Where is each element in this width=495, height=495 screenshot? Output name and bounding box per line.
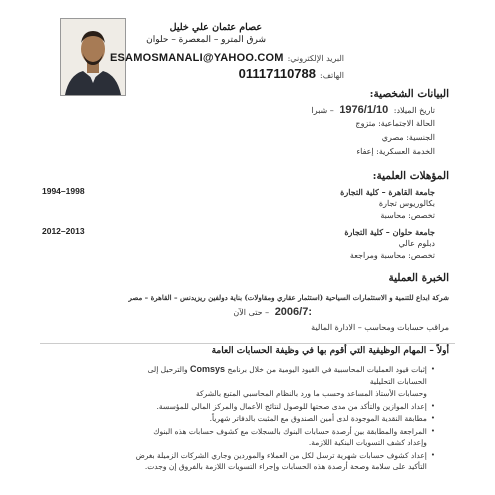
email-row [110,52,344,64]
education-section-title: المؤهلات العلمية: [372,170,449,182]
education-major-2: تخصص: محاسبة ومراجعة [349,251,435,260]
marital-status: الحالة الاجتماعية: متزوج [355,119,435,128]
period-end: – حتى الآن [233,308,270,317]
education-school-2: جامعة حلوان – كلية التجارة [344,227,435,237]
duty-text: وحسابات الأستاذ المساعد وحسب ما ورد بالنظام المحاسبي المتبع بالشركة [195,389,427,398]
nationality: الجنسية: مصري [381,133,435,142]
education-major-1: تخصص: محاسبة [380,211,435,220]
education-years-1: 1994–1998 [42,186,85,196]
candidate-name: عصام عثمان علي خليل [169,22,262,33]
list-item [135,401,435,413]
section-divider [40,343,455,344]
company-line: شركة ابداع للتنمية و الاستثمارات السياحية (استثمار عقاري ومقاولات) بناية دولفين ريزيدنس – القاهرة – مصر [128,293,449,302]
education-years-2: 2012–2013 [42,226,85,236]
phone-row [239,66,344,81]
bullet-icon: • [430,401,435,410]
education-degree-1: بكالوريوس تجارة [378,199,435,208]
phone-label: الهاتف: [320,71,344,80]
duty-text: المراجعة والمطابقة بين أرصدة حسابات البنوك بالسجلات مع كشوف حسابات هذه البنوك وإعداد كشف التسويات البنكية اللازمة. [153,426,427,447]
dob-value: 1976/1/10 [339,104,389,116]
list-item [135,450,435,473]
duty-text: مطابقة النقدية الموجودة لدى أمين الصندوق مع المثبت بالدفاتر شهرياً. [209,414,427,423]
dob-label: تاريخ الميلاد: [393,106,435,115]
duties-list [135,364,435,474]
list-item [135,364,435,387]
email-address[interactable]: ESAMOSMANALI@YAHOO.COM [109,52,284,64]
bullet-icon: • [430,365,435,373]
duty-text: إثبات قيود العمليات المحاسبية في القيود اليومية من خلال برنامج [227,365,427,374]
personal-section-title: البيانات الشخصية: [369,88,449,100]
address: شرق المترو – المعصرة – حلوان [146,35,266,45]
bullet-icon: • [430,414,435,422]
duty-text-cont: والترحيل إلى الحسابات التحليلية [147,365,427,386]
military-service: الخدمة العسكرية: إعفاء [356,147,435,156]
phone-number: 01117110788 [238,66,316,81]
education-degree-2: دبلوم عالي [398,239,435,248]
duties-section-title: أولاً – المهام الوظيفية التي أقوم بها في وظيفة الحسابات العامة [211,346,449,356]
list-item [135,388,435,400]
email-label: البريد الإلكتروني: [287,54,344,63]
bullet-icon: • [430,426,435,435]
software-name: Comsys [190,364,226,374]
education-school-1: جامعة القاهرة – كلية التجارة [340,187,435,197]
duty-text: إعداد الموازين والتأكد من مدى صحتها للوصول لنتائج الأعمال والمركز المالي للمؤسسة. [156,401,427,411]
period-start: 2006/7: [274,306,312,318]
dob-line [311,104,435,117]
duty-text: إعداد كشوف حسابات شهرية ترسل لكل من العملاء والموردين وجاري الشركات الزميلة بغرض التأكيد على سلامة وصحة أرصدة هذه الحسابات وإجراء التسويات اللازمة بالفروق إن وجدت. [135,450,427,471]
dob-place: – شبرا [311,106,334,115]
position-title: مراقب حسابات ومحاسب – الادارة المالية [311,323,449,332]
employment-period [233,306,315,319]
bullet-icon: • [430,450,435,459]
list-item [135,426,435,449]
list-item [135,413,435,425]
experience-section-title: الخبرة العملية [388,272,449,284]
